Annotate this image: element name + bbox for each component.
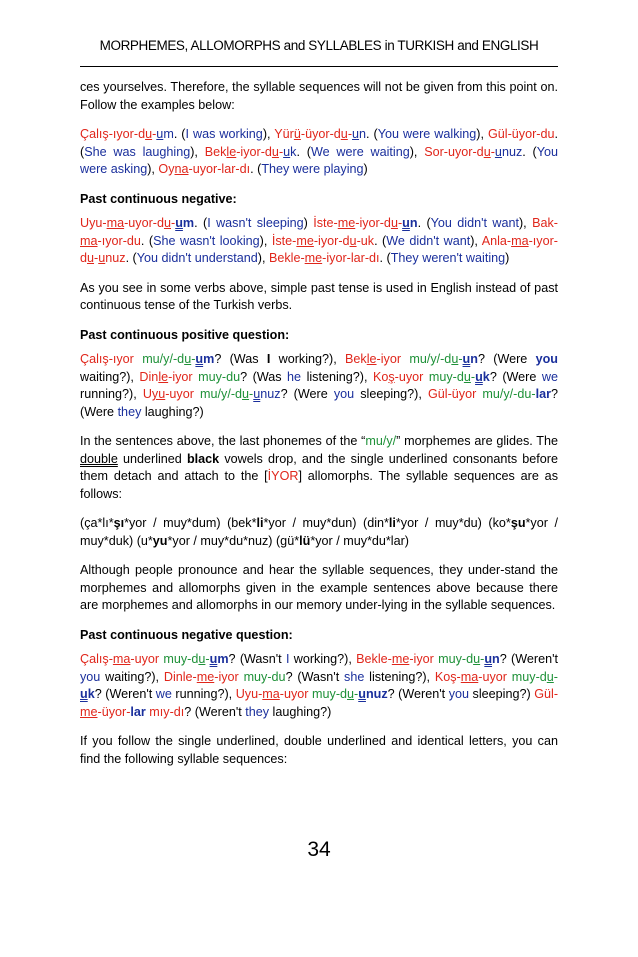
text-run: . ( [194, 216, 208, 230]
text-run: -iyor-d [355, 216, 391, 230]
text-run: u [546, 669, 554, 684]
running-header: MORPHEMES, ALLOMORPHS and SYLLABLES in TURKISH and ENGLISH [99, 38, 539, 53]
text-run: She was laughing [84, 144, 191, 159]
text-run: ), [476, 127, 488, 141]
text-run: black [186, 451, 220, 466]
text-run: yu [151, 387, 166, 401]
text-run: İste- [313, 216, 338, 230]
text-run: ? (Were [477, 352, 536, 366]
text-run: I wasn't sleeping [207, 216, 304, 230]
paragraph [80, 433, 558, 503]
text-run: ? (Weren't [94, 687, 156, 701]
text-run: -uyor [394, 369, 429, 384]
text-run: -uyor [165, 387, 201, 401]
text-run: We didn't want [386, 233, 471, 248]
text-run: me [304, 251, 323, 265]
text-run: - [458, 352, 463, 366]
text-run: ? (Was [240, 369, 288, 384]
text-run: . ( [374, 233, 387, 248]
text-run: ? (Weren't [499, 652, 558, 666]
text-run: u [87, 251, 95, 265]
text-run: u [349, 233, 357, 248]
text-run: ma [511, 233, 529, 248]
text-run: mu/y/-d [200, 387, 243, 401]
text-run: muy-du [198, 369, 241, 384]
text-run: ), [470, 233, 482, 248]
text-run: ] allomorphs. The syllable sequences are as follows: [80, 469, 558, 501]
text-run: ) [363, 162, 368, 176]
text-run: listening?), [364, 669, 435, 684]
example-paragraph [80, 651, 558, 721]
text-run: ma [262, 687, 280, 701]
text-run: muy-d [163, 652, 199, 666]
text-run: . ( [366, 127, 378, 141]
text-run: li [388, 516, 396, 530]
text-run: *yor / muy*dum) (bek* [124, 516, 257, 530]
text-run: -uyor-lar-dı [188, 162, 251, 176]
text-run: -iyor [409, 652, 439, 666]
text-run: - [152, 127, 157, 141]
text-run: Oy [158, 162, 175, 176]
text-run: Bekle- [356, 652, 392, 666]
text-run: -uyor-d [124, 216, 164, 230]
text-run: ? (Wasn't [228, 652, 286, 666]
text-run: u [475, 369, 483, 384]
header-rule [80, 66, 558, 67]
text-run: they [245, 704, 270, 719]
text-run: I [266, 352, 271, 366]
text-run: - [347, 127, 353, 141]
text-run: muy-d [511, 669, 547, 684]
text-run: - [171, 216, 176, 230]
text-run: *yor / muy*du*lar) [310, 533, 409, 548]
section-heading: Past continuous negative: [80, 191, 237, 206]
text-run: u [390, 216, 398, 230]
text-run: le [226, 144, 237, 159]
text-run: you [448, 687, 470, 701]
example-paragraph [80, 215, 558, 268]
text-run: na [174, 162, 189, 176]
text-run: - [553, 669, 558, 684]
text-run: Çalış-ıyor [80, 352, 143, 366]
text-run: In the sentences above, the last phonemes of the “ [80, 434, 366, 448]
text-run: - [397, 216, 403, 230]
text-run: waiting?), [80, 369, 140, 384]
text-run: waiting?), [100, 669, 164, 684]
text-run: Gül-üyor [427, 387, 483, 401]
text-run: nuz [501, 144, 523, 159]
text-run: Although people pronounce and hear the syllable sequences, they under-stand the morphemes and allomorphs given in the example sentences above because there are morphemes and allomorphs in our memory under-lying in the syllable sequences. [80, 563, 558, 612]
page-body [80, 79, 558, 780]
text-run: -iyor-lar-dı [322, 251, 380, 265]
text-run: ma [112, 652, 131, 666]
paragraph [80, 79, 558, 114]
text-run: lar [130, 704, 146, 719]
text-run: ), [190, 144, 205, 159]
text-run: lü [299, 533, 311, 548]
text-run: mu/y/-d [409, 352, 452, 366]
text-run: -iyor-d [313, 233, 350, 248]
text-run: mu/y/-d [142, 352, 185, 366]
text-run: le [366, 352, 377, 366]
text-run: u [347, 687, 355, 701]
text-run: muy-d [438, 652, 474, 666]
text-run: Bak- [532, 216, 558, 230]
text-run: -ıyor-du [97, 233, 141, 248]
text-run: k [87, 687, 95, 701]
text-run: Din [139, 369, 159, 384]
text-run: - [249, 387, 254, 401]
text-run: you [333, 387, 355, 401]
text-run: laughing?) [141, 404, 204, 419]
text-run: ş [388, 369, 395, 384]
text-run: (ça*lı* [80, 516, 114, 530]
text-run: Yür [274, 127, 294, 141]
text-run: n [409, 216, 418, 230]
text-run: u [283, 144, 291, 159]
text-run: u [463, 369, 471, 384]
text-run: ? (Were [489, 369, 542, 384]
text-run: working?), [270, 352, 346, 366]
text-run: sleeping?), [354, 387, 428, 401]
text-run: ), [262, 127, 275, 141]
text-run: ces yourselves. Therefore, the syllable sequences will not be given from this point on. Follow the examples below: [80, 80, 558, 112]
syllable-sequence [80, 515, 558, 550]
text-run: u [483, 144, 491, 159]
text-run: k [290, 144, 297, 159]
text-run: You were walking [377, 127, 477, 141]
text-run: they [117, 404, 142, 419]
text-run: nuz [105, 251, 126, 265]
text-run: ? (Were [80, 387, 558, 419]
text-run: me [337, 216, 356, 230]
text-run: ? (Wasn't [285, 669, 345, 684]
text-run: -iyor [214, 669, 244, 684]
text-run: Bek [204, 144, 227, 159]
text-run: u [156, 127, 164, 141]
example-paragraph [80, 351, 558, 421]
text-run: nuz [260, 387, 281, 401]
text-run: u [402, 216, 410, 230]
text-run: Çalış-ıyor-d [80, 127, 146, 141]
text-run: -üyor- [97, 704, 131, 719]
text-run: ? (Were [280, 387, 334, 401]
text-run: - [94, 251, 99, 265]
text-run: he [287, 369, 302, 384]
text-run: U [142, 387, 152, 401]
text-run: . ( [522, 144, 537, 159]
text-run: u [473, 652, 481, 666]
text-run: m [217, 652, 229, 666]
text-run: listening?), [301, 369, 373, 384]
text-run: - [191, 352, 196, 366]
text-run: u [80, 687, 88, 701]
text-run: . ( [379, 251, 391, 265]
text-run: li [256, 516, 264, 530]
text-run: u [184, 352, 192, 366]
text-run: - [470, 369, 476, 384]
text-run: double [80, 451, 118, 466]
text-run: You were asking [80, 144, 559, 176]
text-run: she [344, 669, 365, 684]
text-run: u [98, 251, 106, 265]
text-run: - [278, 144, 284, 159]
text-run: ? (Weren't [387, 687, 449, 701]
paragraph [80, 280, 558, 315]
text-run: muy-du [243, 669, 286, 684]
text-run: As you see in some verbs above, simple past tense is used in English instead of past continuous tense of the Turkish verbs. [80, 280, 558, 312]
text-run: I was working [185, 127, 263, 141]
text-run: ), [257, 251, 269, 265]
text-run: İYOR [267, 469, 299, 483]
example-paragraph [80, 126, 558, 179]
paragraph [80, 562, 558, 615]
text-run: . ( [173, 127, 186, 141]
text-run: - [480, 652, 485, 666]
text-run: mu/y/-du- [482, 387, 536, 401]
text-run: m [182, 216, 195, 230]
text-run: şu [510, 516, 526, 530]
text-run: muy-d [428, 369, 464, 384]
text-run: -ıyor-d [80, 233, 558, 265]
text-run: sleeping?) [469, 687, 535, 701]
text-run: u [242, 387, 250, 401]
text-run: I [285, 652, 290, 666]
text-run: ), [409, 144, 425, 159]
text-run: ü [293, 127, 301, 141]
text-run: . ( [140, 233, 154, 248]
text-run: You didn't want [430, 216, 519, 230]
text-run: ), [147, 162, 159, 176]
text-run: ma [80, 233, 98, 248]
text-run: u [163, 216, 171, 230]
text-run: If you follow the single underlined, double underlined and identical letters, you can find the following syllable sequences: [80, 734, 558, 766]
text-run: muy-d [312, 687, 348, 701]
text-run: u [484, 652, 493, 666]
text-run: nuz [365, 687, 388, 701]
text-run: u [494, 144, 502, 159]
text-run: . ( [417, 216, 431, 230]
text-run: Sor-uyor-d [424, 144, 484, 159]
text-run: ma [460, 669, 479, 684]
text-run: -iyor-d [236, 144, 272, 159]
text-run: ) [505, 251, 510, 265]
text-run: yu [152, 533, 168, 548]
page-number: 34 [307, 838, 331, 861]
text-run: ? (Was [214, 352, 267, 366]
text-run: you [535, 352, 558, 366]
text-run: Bekle- [268, 251, 305, 265]
text-run: *yor / muy*du*nuz) (gü* [167, 533, 300, 548]
text-run: lar [535, 387, 551, 401]
paragraph [80, 733, 558, 768]
text-run: u [175, 216, 183, 230]
text-run: mu/y/ [365, 434, 397, 448]
text-run: u [462, 352, 471, 366]
text-run: u [209, 652, 218, 666]
text-run: me [391, 652, 410, 666]
text-run: - [490, 144, 495, 159]
text-run: ) [303, 216, 314, 230]
text-run: u [358, 687, 366, 701]
text-run: u [340, 127, 348, 141]
text-run: running?), [80, 387, 143, 401]
text-run: me [80, 704, 98, 719]
text-run: şı [113, 516, 125, 530]
text-run: We were waiting [310, 144, 410, 159]
text-run: Koş- [434, 669, 461, 684]
text-run: - [354, 687, 359, 701]
text-run: You didn't understand [136, 251, 258, 265]
text-run: u [145, 127, 153, 141]
text-run: n [470, 352, 478, 366]
text-run: Gül- [534, 687, 559, 701]
text-run: Uyu- [80, 216, 107, 230]
text-run: laughing?) [269, 704, 332, 719]
text-run: we [155, 687, 172, 701]
text-run: ma [106, 216, 125, 230]
text-run: m [203, 352, 215, 366]
text-run: u [253, 387, 261, 401]
text-run: ” morphemes are glides. The [396, 434, 559, 448]
text-run: She wasn't looking [153, 233, 260, 248]
text-run: underlined [117, 451, 187, 466]
text-run: They were playing [261, 162, 364, 176]
text-run: *yor / muy*du) (ko* [395, 516, 511, 530]
text-run: -üyor-d [300, 127, 341, 141]
text-run: ), [259, 233, 272, 248]
section-heading: Past continuous positive question: [80, 327, 290, 342]
text-run: *yor / muy*duk) (u* [80, 516, 558, 548]
text-run: le [158, 369, 169, 384]
text-run: we [541, 369, 558, 384]
text-run: -uk [356, 233, 375, 248]
text-run: -uyor [279, 687, 313, 701]
text-run: . ( [250, 162, 262, 176]
text-run: u [271, 144, 279, 159]
text-run: me [296, 233, 314, 248]
text-run: Çalış- [80, 652, 113, 666]
text-run: me [196, 669, 215, 684]
text-run: Uyu- [235, 687, 263, 701]
section-heading: Past continuous negative question: [80, 627, 293, 642]
text-run: m [163, 127, 174, 141]
text-run: . ( [296, 144, 311, 159]
text-run: -uyor [130, 652, 164, 666]
text-run: They weren't waiting [390, 251, 506, 265]
text-run: -uyor [478, 669, 512, 684]
text-run: -iyor [168, 369, 199, 384]
text-run: n [359, 127, 367, 141]
text-run: u [195, 352, 204, 366]
text-run: u [198, 652, 206, 666]
text-run: running?), [171, 687, 236, 701]
text-run: working?), [289, 652, 357, 666]
text-run: Dinle- [163, 669, 197, 684]
text-run: İste- [271, 233, 297, 248]
text-run: ), [518, 216, 533, 230]
text-run: u [451, 352, 459, 366]
text-run: -iyor [376, 352, 410, 366]
text-run: k [482, 369, 490, 384]
text-run: ? (Weren't [184, 704, 246, 719]
text-run: Anla- [481, 233, 512, 248]
text-run: vowels drop, and the single underlined consonants before them detach and attach to the [ [80, 451, 558, 483]
text-run: u [352, 127, 360, 141]
text-run: *yor / muy*dun) (din* [263, 516, 389, 530]
text-run: - [205, 652, 210, 666]
text-run: Bek [345, 352, 367, 366]
text-run: n [492, 652, 500, 666]
text-run: you [80, 669, 101, 684]
text-run: Ko [372, 369, 389, 384]
text-run: Gül-üyor-du [488, 127, 555, 141]
text-run: . ( [80, 127, 558, 159]
text-run: . ( [125, 251, 137, 265]
text-run: mıy-dı [145, 704, 185, 719]
